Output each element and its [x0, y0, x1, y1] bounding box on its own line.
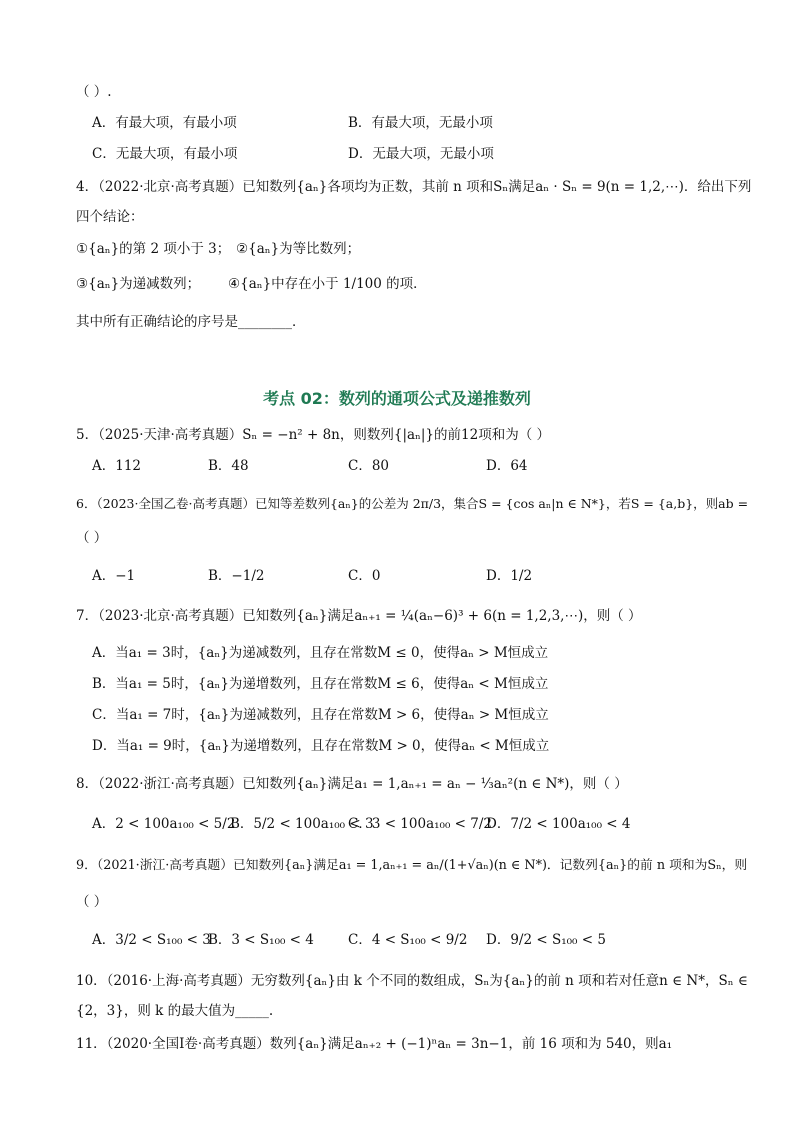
q9-option-b: B．3 < S₁₀₀ < 4 — [208, 932, 314, 948]
q9-option-d: D．9/2 < S₁₀₀ < 5 — [486, 932, 606, 948]
q10-stem: 10．（2016·上海·高考真题）无穷数列{aₙ}由 k 个不同的数组成，Sₙ为{aₙ}的前 n 项和若对任意n ∈ N*，Sₙ ∈ — [76, 973, 748, 989]
option-a: A．有最大项，有最小项 — [92, 115, 237, 131]
q8-option-b: B．5/2 < 100a₁₀₀ < 3 — [230, 816, 374, 832]
section-heading: 考点 02：数列的通项公式及递推数列 — [263, 389, 531, 408]
q8-option-c: C．3 < 100a₁₀₀ < 7/2 — [348, 816, 492, 832]
q5-option-a: A．112 — [92, 458, 142, 474]
q4-question: 其中所有正确结论的序号是________． — [76, 314, 306, 330]
q7-option-b: B．当a₁ = 5时，{aₙ}为递增数列，且存在常数M ≤ 6，使得aₙ < M恒成立 — [92, 676, 549, 692]
q5-option-d: D．64 — [486, 458, 528, 474]
q6-option-b: B．−1/2 — [208, 568, 265, 584]
q10-stem-cont: {2，3}，则 k 的最大值为_____. — [76, 1003, 274, 1019]
q11-stem: 11．（2020·全国Ⅰ卷·高考真题）数列{aₙ}满足aₙ₊₂ + (−1)ⁿaₙ = 3n−1，前 16 项和为 540，则a₁ — [76, 1036, 673, 1052]
q7-option-d: D．当a₁ = 9时，{aₙ}为递增数列，且存在常数M > 0，使得aₙ < M恒成立 — [92, 738, 550, 754]
q5-option-b: B．48 — [208, 458, 249, 474]
q9-paren: （ ） — [76, 894, 108, 910]
q8-stem: 8．（2022·浙江·高考真题）已知数列{aₙ}满足a₁ = 1,aₙ₊₁ = aₙ − ⅓aₙ²(n ∈ N*)，则（ ） — [76, 776, 628, 792]
q4-stem-cont: 四个结论： — [76, 209, 144, 225]
q6-option-c: C．0 — [348, 568, 381, 584]
q6-option-d: D．1/2 — [486, 568, 533, 584]
option-c: C．无最大项，有最小项 — [92, 146, 238, 162]
q6-option-a: A．−1 — [92, 568, 136, 584]
q4-conclusion-4: ④{aₙ}中存在小于 1/100 的项． — [228, 276, 427, 292]
q9-option-a: A．3/2 < S₁₀₀ < 3 — [92, 932, 211, 948]
q6-stem: 6．（2023·全国乙卷·高考真题）已知等差数列{aₙ}的公差为 2π/3，集合S = {cos aₙ|n ∈ N*}，若S = {a,b}，则ab = — [76, 496, 749, 511]
answer-paren: （ ）. — [76, 84, 112, 100]
q4-stem: 4．（2022·北京·高考真题）已知数列{aₙ}各项均为正数，其前 n 项和Sₙ满足aₙ · Sₙ = 9(n = 1,2,⋯)．给出下列 — [76, 179, 752, 195]
q8-option-a: A．2 < 100a₁₀₀ < 5/2 — [92, 816, 236, 832]
q9-stem: 9．（2021·浙江·高考真题）已知数列{aₙ}满足a₁ = 1,aₙ₊₁ = aₙ/(1+√aₙ)(n ∈ N*)．记数列{aₙ}的前 n 项和为Sₙ，则 — [76, 858, 748, 873]
q5-option-c: C．80 — [348, 458, 390, 474]
q4-conclusion-1: ①{aₙ}的第 2 项小于 3； — [76, 241, 231, 257]
q8-option-d: D．7/2 < 100a₁₀₀ < 4 — [486, 816, 631, 832]
option-d: D．无最大项，无最小项 — [348, 146, 494, 162]
q5-stem: 5．（2025·天津·高考真题）Sₙ = −n² + 8n，则数列{|aₙ|}的前12项和为（ ） — [76, 427, 550, 443]
q7-option-a: A．当a₁ = 3时，{aₙ}为递减数列，且存在常数M ≤ 0，使得aₙ > M恒成立 — [92, 645, 549, 661]
q9-option-c: C．4 < S₁₀₀ < 9/2 — [348, 932, 468, 948]
q4-conclusion-2: ②{aₙ}为等比数列； — [236, 241, 361, 257]
q7-option-c: C．当a₁ = 7时，{aₙ}为递减数列，且存在常数M > 6，使得aₙ > M恒成立 — [92, 707, 549, 723]
q7-stem: 7．（2023·北京·高考真题）已知数列{aₙ}满足aₙ₊₁ = ¼(aₙ−6)³ + 6(n = 1,2,3,⋯)，则（ ） — [76, 608, 642, 624]
q6-paren: （ ） — [76, 530, 108, 546]
q4-conclusion-3: ③{aₙ}为递减数列； — [76, 276, 201, 292]
option-b: B．有最大项，无最小项 — [348, 115, 493, 131]
